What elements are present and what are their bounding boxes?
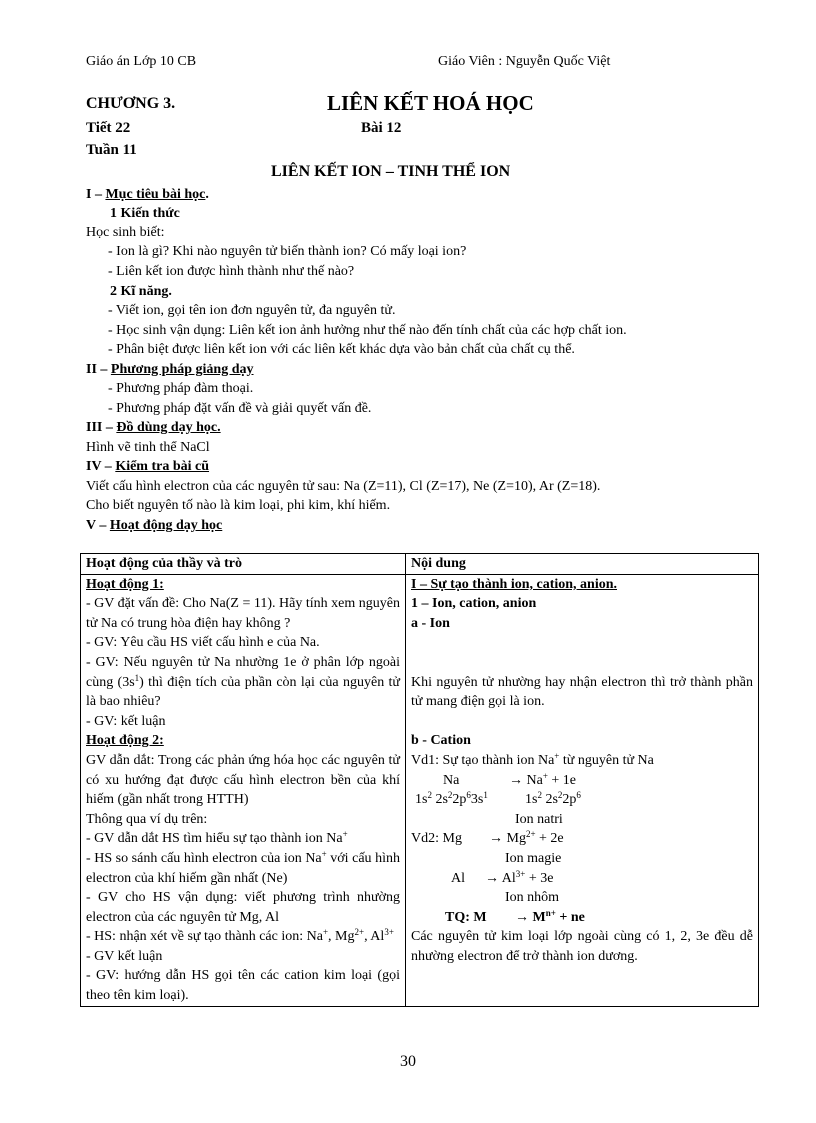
table-header-content: Nội dung bbox=[406, 554, 759, 575]
activity-1-heading: Hoạt động 1: bbox=[86, 576, 164, 592]
header-left: Giáo án Lớp 10 CB bbox=[86, 54, 197, 69]
lesson-content: I – Sự tạo thành ion, cation, anion. 1 – Ion, cation, anion a - Ion Khi nguyên tử nhường hay nhận electron thì trở thành phần tử mang điện gọi là ion. b - Cation Vd1: Sự tạo thành ion Na+ từ nguyên tử Na Na → Na+ + 1e $1s^2$ $2s^22p^63s^1$ $1s^2$ $2s^22p^6$ Ion natri Vd2: Mg → $Mg^{2+} + 2e$ Ion magie Al → $Al^{3+} + 3e$ Ion nhôm TQ: M → $M^{n+}$ + ne Các nguyên tử kim loại lớp ngoài cùng có 1, 2, 3e đều dễ nhường electron để trở thành ion dương. bbox=[406, 574, 759, 1006]
equipment-item: Hình vẽ tinh thể NaCl bbox=[86, 440, 210, 455]
section-1-intro: Học sinh biết: bbox=[86, 225, 165, 240]
method-item: - Phương pháp đặt vấn đề và giải quyết vấn đề. bbox=[108, 401, 372, 416]
section-1-heading: I – Mục tiêu bài học. bbox=[86, 187, 209, 202]
lesson-label: Bài 12 bbox=[361, 120, 402, 136]
section-2-heading: II – Phương pháp giảng dạy bbox=[86, 362, 254, 377]
skill-item: - Viết ion, gọi tên ion đơn nguyên tử, đa nguyên tử. bbox=[108, 303, 396, 318]
chapter-title: LIÊN KẾT HOÁ HỌC bbox=[327, 91, 534, 115]
knowledge-item: - Ion là gì? Khi nào nguyên tử biến thành ion? Có mấy loại ion? bbox=[108, 244, 467, 259]
section-4-heading: IV – Kiểm tra bài cũ bbox=[86, 459, 210, 474]
skill-item: - Phân biệt được liên kết ion với các liên kết khác dựa vào bản chất của chất cụ thể. bbox=[108, 342, 575, 357]
review-question: Viết cấu hình electron của các nguyên tử sau: Na (Z=11), Cl (Z=17), Ne (Z=10), Ar (Z=18). bbox=[86, 479, 601, 494]
page-number: 30 bbox=[400, 1053, 416, 1070]
chapter-number: CHƯƠNG 3. bbox=[86, 95, 176, 112]
lesson-title: LIÊN KẾT ION – TINH THỂ ION bbox=[271, 163, 511, 180]
period-label: Tiết 22 bbox=[86, 120, 131, 136]
skill-item: - Học sinh vận dụng: Liên kết ion ảnh hưởng như thế nào đến tính chất của các hợp chất ion. bbox=[108, 323, 627, 338]
section-1-skills: 2 Kĩ năng. bbox=[110, 284, 172, 299]
week-label: Tuần 11 bbox=[86, 142, 137, 158]
method-item: - Phương pháp đàm thoại. bbox=[108, 381, 254, 396]
table-header-activity: Hoạt động của thầy và trò bbox=[81, 554, 406, 575]
section-1-knowledge: 1 Kiến thức bbox=[110, 206, 180, 221]
content-section-heading: I – Sự tạo thành ion, cation, anion. bbox=[411, 576, 618, 592]
section-5-heading: V – Hoạt động dạy học bbox=[86, 518, 223, 533]
activity-2-heading: Hoạt động 2: bbox=[86, 733, 164, 749]
review-question: Cho biết nguyên tố nào là kim loại, phi kim, khí hiếm. bbox=[86, 498, 391, 513]
header-right: Giáo Viên : Nguyễn Quốc Việt bbox=[438, 54, 611, 69]
teacher-student-activities: Hoạt động 1: - GV đặt vấn đề: Cho Na(Z = 11). Hãy tính xem nguyên tử Na có trung hòa điện hay không ? - GV: Yêu cầu HS viết cấu hình e của Na. - GV: Nếu nguyên tử Na nhường 1e ở phân lớp ngoài cùng $(3s^1)$ thì điện tích của phần còn lại của nguyên tử là bao nhiêu? - GV: kết luận Hoạt động 2: GV dẫn dắt: Trong các phản ứng hóa học các nguyên tử có xu hướng đạt được cấu hình electron bền của khí hiếm (gần nhất trong HTTH) Thông qua ví dụ trên: - GV dẫn dắt HS tìm hiểu sự tạo thành ion Na+ - HS so sánh cấu hình electron của ion Na+ với cấu hình electron của khí hiếm gần nhất (Ne) - GV cho HS vận dụng: viết phương trình nhường electron của các nguyên tử Mg, Al - HS: nhận xét về sự tạo thành các ion: Na+, $Mg^{2+}$, $Al^{3+}$ - GV kết luận - GV: hướng dẫn HS gọi tên các cation kim loại (gọi theo tên kim loại). bbox=[81, 574, 406, 1006]
section-3-heading: III – Đồ dùng dạy học. bbox=[86, 420, 221, 435]
knowledge-item: - Liên kết ion được hình thành như thế nào? bbox=[108, 264, 355, 279]
activity-table bbox=[80, 553, 759, 1007]
